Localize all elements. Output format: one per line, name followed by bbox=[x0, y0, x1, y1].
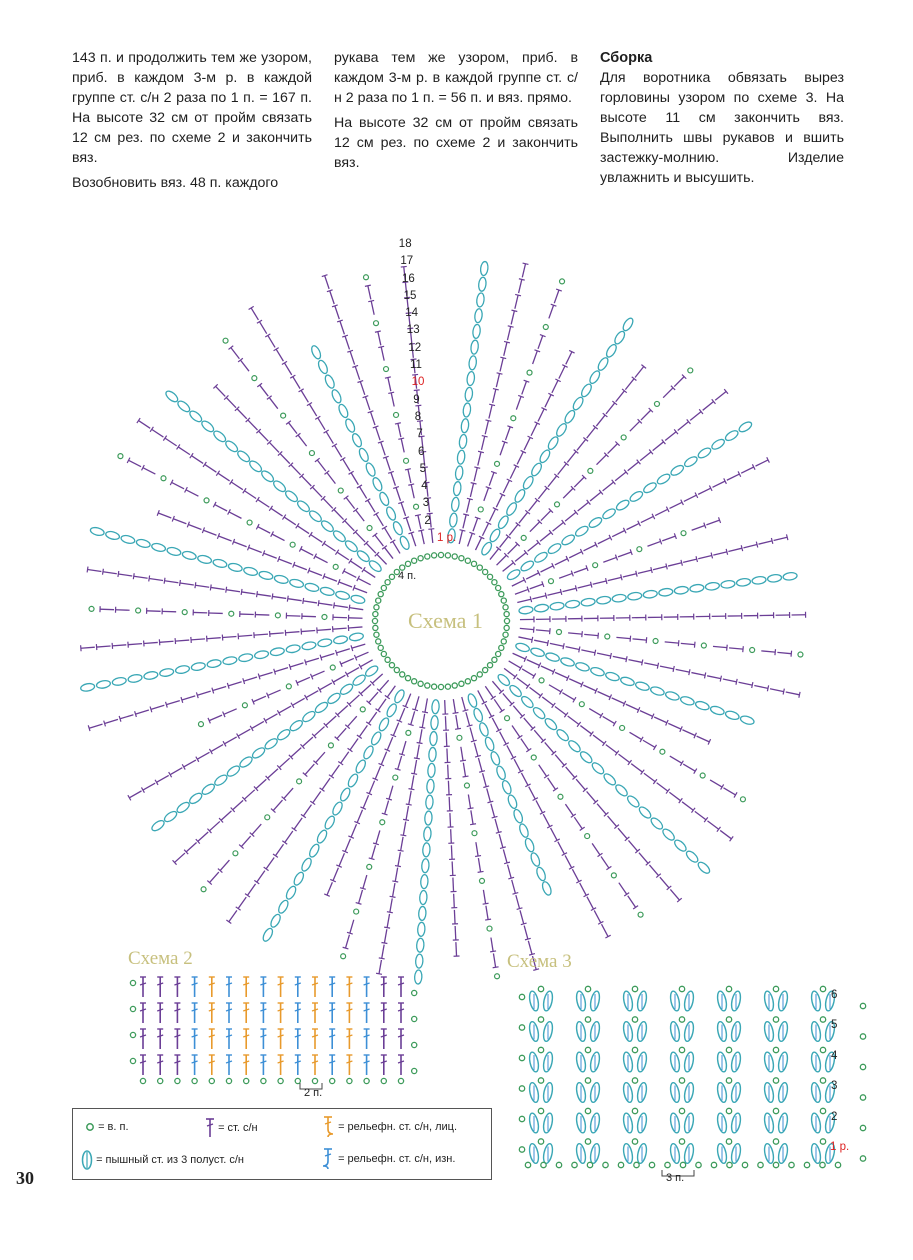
schema-3-row-label: 4 bbox=[831, 1049, 838, 1062]
schema-1-row-label: 16 bbox=[402, 272, 415, 285]
page-number: 30 bbox=[16, 1168, 34, 1188]
back-post-dc-icon bbox=[321, 1147, 335, 1171]
schema-3-repeat-label: 3 п. bbox=[666, 1172, 685, 1184]
schema-1-row-label: 17 bbox=[400, 255, 414, 268]
double-crochet-icon bbox=[205, 1117, 215, 1139]
schema-1-row-label: 4 bbox=[421, 480, 428, 493]
schema-1-row-label: 12 bbox=[408, 341, 422, 354]
symbol-legend bbox=[72, 1108, 492, 1180]
legend-puff bbox=[81, 1149, 244, 1171]
schema-1-row-label: 2 bbox=[424, 514, 431, 527]
col2-paragraph-2: На высоте 32 см от пройм связать 12 см рез. по схеме 2 и закончить вяз. bbox=[334, 115, 578, 171]
legend-back-post bbox=[321, 1147, 455, 1171]
schema-1-row-label: 5 bbox=[419, 462, 426, 475]
puff-stitch-icon bbox=[81, 1149, 93, 1171]
schema-1-row-label: 11 bbox=[410, 359, 422, 371]
chain-stitch-icon bbox=[85, 1122, 95, 1132]
schema-3-row-label: 1 р. bbox=[830, 1141, 850, 1153]
legend-back-post-label: = рельефн. ст. с/н, изн. bbox=[338, 1152, 456, 1165]
schema-2-title: Схема 2 bbox=[128, 948, 193, 969]
schema-3-row-label: 5 bbox=[831, 1019, 838, 1031]
schema-1-row-label: 8 bbox=[414, 410, 422, 423]
schema-3-stitches bbox=[519, 986, 865, 1176]
schema-3-row-label: 3 bbox=[831, 1080, 838, 1092]
schema-1-row-label: 10 bbox=[411, 376, 425, 389]
schema-1-row-label: 7 bbox=[416, 428, 423, 441]
schema-1-row-label: 9 bbox=[413, 393, 420, 406]
front-post-dc-icon bbox=[321, 1115, 335, 1139]
legend-dc bbox=[205, 1117, 258, 1139]
legend-puff-label: = пышный ст. из 3 полуст. с/н bbox=[96, 1153, 244, 1166]
schema-1-title: Схема 1 bbox=[408, 608, 483, 633]
col1-paragraph-1: 143 п. и продолжить тем же узором, приб. в каждом 3-м р. в каждой группе ст. с/н 2 раза по 1 п. = 167 п. На высоте 32 см от пройм связать 12 см рез. по схеме 2 и закончить вяз. bbox=[72, 50, 312, 166]
legend-front-post bbox=[321, 1115, 457, 1139]
schema-1-row-label: 1 р. bbox=[437, 532, 457, 544]
schema-3-title: Схема 3 bbox=[507, 951, 572, 972]
assembly-heading: Сборка bbox=[600, 50, 653, 66]
schema-1-row-label: 13 bbox=[406, 324, 420, 337]
schema-1-start-label: 4 п. bbox=[398, 570, 417, 582]
legend-dc-label: = ст. с/н bbox=[218, 1121, 258, 1134]
col2-paragraph-1: рукава тем же узором, приб. в каждом 3-м р. в каждой группе ст. с/н 2 раза по 1 п. = 56 п. и вяз. прямо. bbox=[334, 50, 578, 106]
schema-1-row-label: 15 bbox=[403, 289, 417, 302]
schema-3-row-label: 2 bbox=[831, 1110, 838, 1123]
schema-2-repeat-label: 2 п. bbox=[304, 1087, 323, 1099]
legend-chain bbox=[85, 1121, 129, 1133]
schema-1-row-label: 3 bbox=[422, 497, 430, 510]
col3-paragraph-1: Для воротника обвязать вырез горловины узором по схеме 3. На высоте 11 см закончить вяз. Выполнить швы рукавов и вшить застежку-молнию. Изделие увлажнить и высушить. bbox=[600, 70, 844, 186]
schema-3-row-label: 6 bbox=[831, 988, 838, 1001]
col1-paragraph-2: Возобновить вяз. 48 п. каждого bbox=[72, 175, 279, 191]
legend-front-post-label: = рельефн. ст. с/н, лиц. bbox=[338, 1120, 458, 1133]
legend-chain-label: = в. п. bbox=[98, 1121, 129, 1133]
schema-1-row-label: 18 bbox=[398, 237, 412, 250]
schema-1-row-label: 6 bbox=[418, 445, 425, 458]
schema-1-row-label: 14 bbox=[405, 307, 418, 320]
